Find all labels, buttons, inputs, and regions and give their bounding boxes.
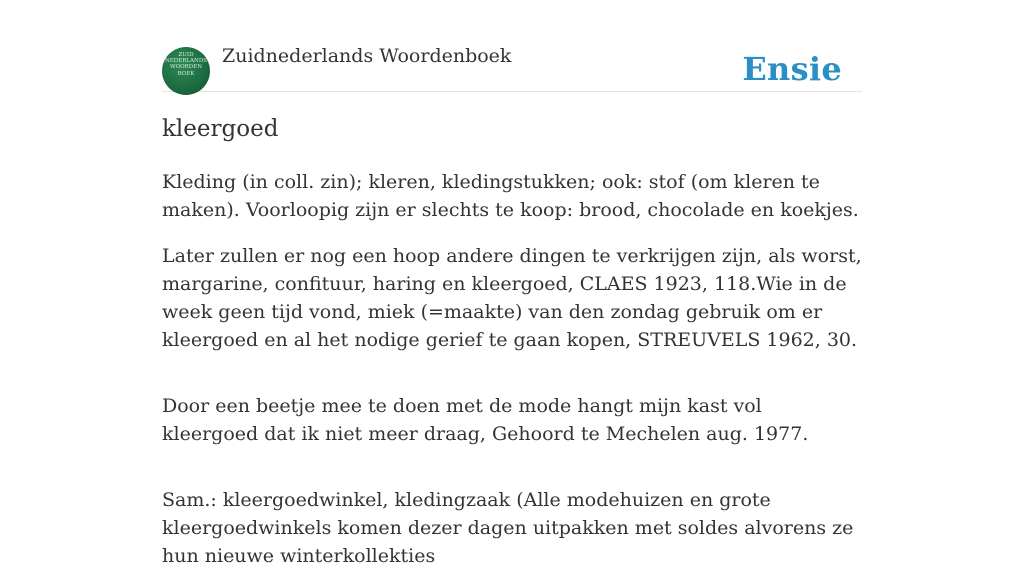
header <box>162 0 862 92</box>
logo-line: BOEK <box>177 70 195 77</box>
entry-content <box>162 168 862 588</box>
entry-term: kleergoed <box>162 116 279 142</box>
brand-logo[interactable]: Ensie <box>742 50 842 88</box>
dictionary-title[interactable]: Zuidnederlands Woordenboek <box>222 45 512 67</box>
logo-line: WOORDEN <box>169 64 203 71</box>
dictionary-logo[interactable] <box>162 47 210 95</box>
entry-related-terms: Sam.: kleergoedwinkel, kledingzaak (Alle modehuizen en grote kleergoedwinkels komen dezer dagen uitpakken met soldes alvorens ze hun nieuwe winterkollekties <box>162 489 854 567</box>
entry-definition: Kleding (in coll. zin); kleren, kledingstukken; ook: stof (om kleren te maken). Voorloopig zijn er slechts te koop: brood, chocolade en koekjes. <box>162 171 859 221</box>
page <box>162 0 862 567</box>
logo-line: ZUID <box>178 52 194 58</box>
entry-example: Door een beetje mee te doen met de mode hangt mijn kast vol kleergoed dat ik niet meer draag, Gehoord te Mechelen aug. 1977. <box>162 395 809 445</box>
entry-example: Later zullen er nog een hoop andere dingen te verkrijgen zijn, als worst, margarine, confituur, haring en kleergoed, CLAES 1923, 118.Wie in de week geen tijd vond, miek (=maakte) van den zondag gebruik om er kleergoed en al het nodige gerief te gaan kopen, STREUVELS 1962, 30. <box>162 245 862 351</box>
logo-line: NEDERLANDS <box>164 58 207 65</box>
